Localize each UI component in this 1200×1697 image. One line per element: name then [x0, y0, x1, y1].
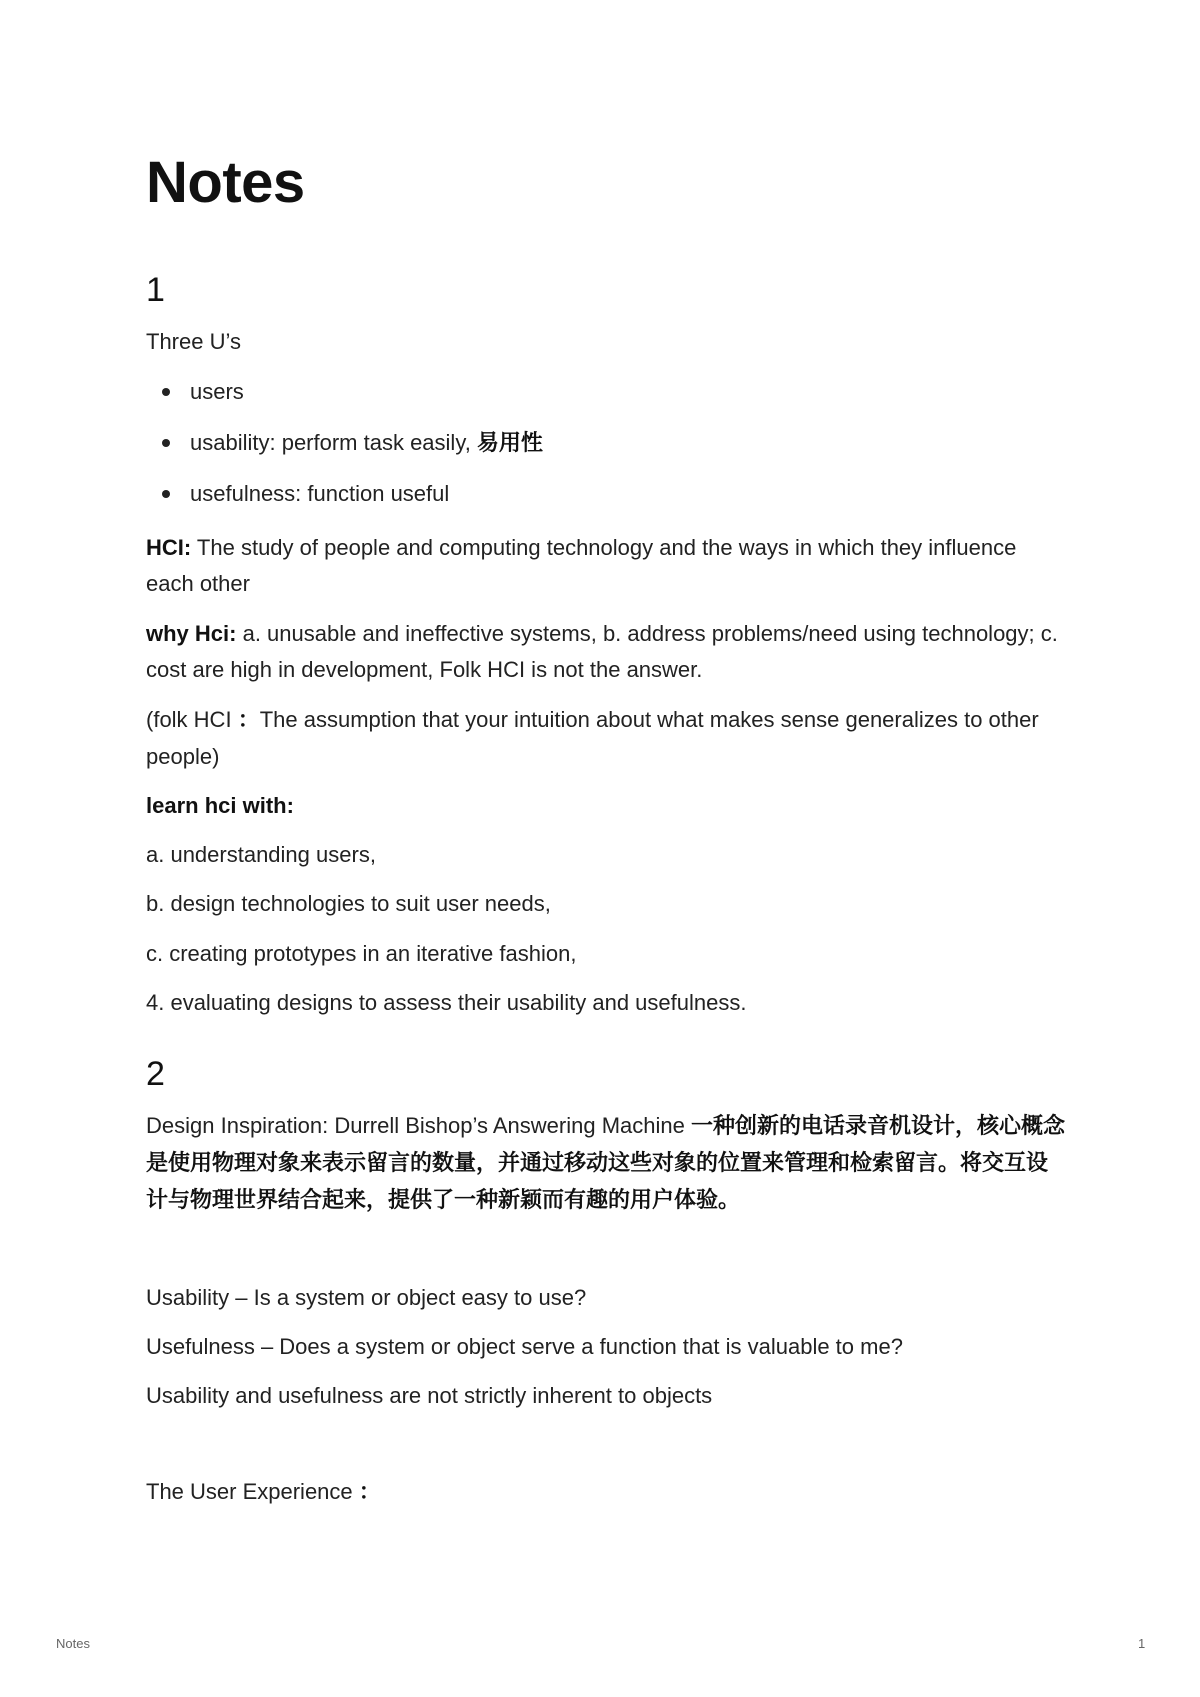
list-item-text: usability: perform task easily, [190, 430, 477, 455]
usefulness-definition: Usefulness – Does a system or object serve a function that is valuable to me? [146, 1334, 903, 1359]
why-hci-text: a. unusable and ineffective systems, b. address problems/need using technology; c. cost are high in development, Folk HCI is not the answer. [146, 621, 1058, 682]
design-inspiration-text: Design Inspiration: Durrell Bishop’s Answering Machine [146, 1113, 691, 1138]
why-hci-label: why Hci: [146, 621, 237, 646]
design-inspiration-cjk: 一种创新的电话录音机设计，核心概念是使用物理对象来表示留言的数量，并通过移动这些对象的位置来管理和检索留言。将交互设计与物理世界结合起来，提供了一种新颖而有趣的用户体验。 [146, 1114, 1065, 1213]
hci-label: HCI: [146, 535, 192, 560]
folk-hci-text: The assumption that your intuition about what makes sense generalizes to other people) [146, 707, 1039, 769]
learn-item: a. understanding users, [146, 842, 376, 867]
usability-definition: Usability – Is a system or object easy to use? [146, 1285, 587, 1310]
section-heading-2: 2 [146, 1055, 165, 1093]
list-item-text: users [190, 379, 244, 404]
list-item-cjk-text: 易用性 [476, 431, 543, 456]
learn-item: 4. evaluating designs to assess their usability and usefulness. [146, 990, 747, 1015]
list-item [146, 476, 543, 527]
folk-hci-paragraph [146, 702, 1066, 775]
three-us-list [146, 374, 543, 527]
user-experience-heading [146, 1474, 1066, 1511]
hci-definition [146, 530, 1066, 602]
list-item-text: usefulness: function useful [190, 481, 450, 506]
list-item [146, 425, 543, 476]
user-experience-colon: ： [358, 1480, 381, 1505]
inherent-note: Usability and usefulness are not strictly inherent to objects [146, 1383, 713, 1408]
folk-hci-colon: ： [237, 708, 260, 733]
list-item [146, 374, 543, 425]
user-experience-label: The User Experience [146, 1479, 359, 1504]
hci-text: The study of people and computing technology and the ways in which they influence each other [146, 535, 1017, 596]
folk-hci-prefix: (folk HCI [146, 707, 238, 732]
bullet-icon [162, 490, 170, 498]
design-inspiration-paragraph [146, 1108, 1066, 1219]
why-hci-paragraph [146, 616, 1066, 688]
section-heading-1: 1 [146, 271, 165, 309]
learn-item: c. creating prototypes in an iterative fashion, [146, 941, 577, 966]
bullet-icon [162, 439, 170, 447]
bullet-icon [162, 388, 170, 396]
three-us-intro: Three U’s [146, 329, 241, 354]
learn-hci-label: learn hci with: [146, 793, 294, 818]
footer-document-name: Notes [56, 1636, 90, 1651]
document-title: Notes [146, 150, 305, 215]
footer-page-number: 1 [1138, 1636, 1146, 1651]
learn-item: b. design technologies to suit user needs, [146, 891, 551, 916]
